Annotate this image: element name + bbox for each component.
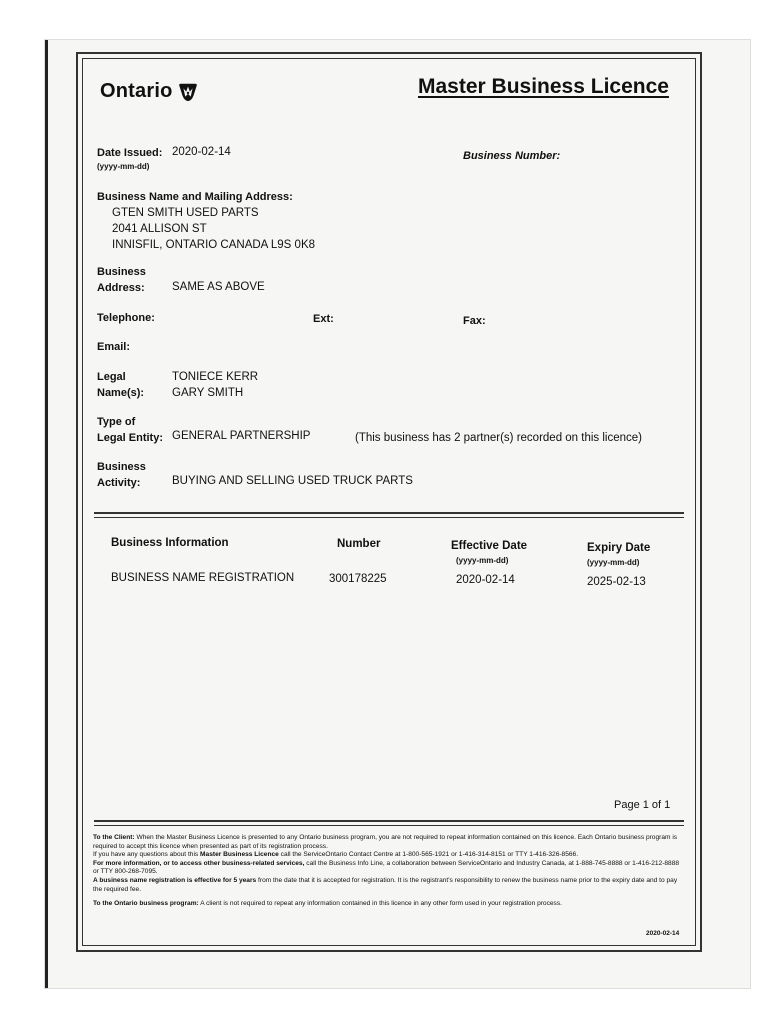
- date-issued-label: Date Issued:: [97, 147, 163, 159]
- legal-names-label: [97, 369, 144, 401]
- questions-text-b: call the ServiceOntario Contact Centre at 1-800-565-1921 or 1-416-314-8151 or TTY 1-416-326-8566.: [278, 851, 579, 859]
- label-line: Legal Entity:: [97, 432, 164, 444]
- program-notice: [93, 900, 683, 909]
- label-line: Business: [97, 461, 146, 473]
- expiry-date-format: (yyyy-mm-dd): [587, 558, 640, 567]
- table-cell-expiry: 2025-02-13: [587, 576, 646, 588]
- legal-names: [172, 369, 258, 401]
- questions-notice: [93, 851, 683, 860]
- date-format-hint: (yyyy-mm-dd): [97, 162, 150, 171]
- label-line: Activity:: [97, 477, 141, 489]
- business-address-label: [97, 264, 146, 296]
- client-lead: To the Client:: [93, 834, 135, 841]
- date-issued-value: 2020-02-14: [172, 146, 231, 158]
- label-line: Legal: [97, 371, 126, 383]
- legal-entity-label: [97, 414, 163, 446]
- effective-date-format: (yyyy-mm-dd): [456, 556, 509, 565]
- fax-label: Fax:: [463, 315, 486, 327]
- footer-date: 2020-02-14: [646, 930, 680, 937]
- info-bold: For more information, or to access other business-related services,: [93, 859, 305, 867]
- email-label: Email:: [97, 341, 131, 353]
- questions-text-a: If you have any questions about this: [93, 851, 201, 859]
- questions-bold: Master Business Licence: [200, 851, 279, 859]
- client-notice: [93, 834, 683, 851]
- mailing-line: GTEN SMITH USED PARTS: [112, 207, 259, 219]
- col-header-number: Number: [337, 538, 381, 550]
- mailing-address: [112, 205, 315, 253]
- mailing-line: INNISFIL, ONTARIO CANADA L9S 0K8: [112, 239, 316, 251]
- col-header-expiry-date: Expiry Date: [587, 542, 651, 554]
- label-line: Address:: [97, 282, 145, 294]
- table-cell-effective: 2020-02-14: [456, 574, 515, 586]
- mailing-address-label: Business Name and Mailing Address:: [97, 191, 293, 203]
- label-line: Type of: [97, 416, 136, 428]
- business-address-value: SAME AS ABOVE: [172, 281, 265, 293]
- section-divider: [94, 517, 684, 518]
- trillium-icon: [177, 81, 199, 103]
- footer-divider: [94, 825, 684, 826]
- brand-wordmark: Ontario: [100, 80, 173, 102]
- telephone-label: Telephone:: [97, 312, 155, 324]
- page-number: Page 1 of 1: [614, 799, 671, 811]
- legal-name: GARY SMITH: [172, 387, 244, 399]
- business-number-label: Business Number:: [463, 150, 561, 162]
- renew-notice: [93, 877, 683, 894]
- table-cell-number: 300178225: [329, 573, 387, 585]
- legal-entity-value: GENERAL PARTNERSHIP: [172, 430, 311, 442]
- business-activity-value: BUYING AND SELLING USED TRUCK PARTS: [172, 475, 413, 487]
- page-title: Master Business Licence: [418, 75, 669, 98]
- label-line: Name(s):: [97, 387, 145, 399]
- col-header-business-information: Business Information: [111, 537, 229, 549]
- info-text: call the Business Info Line, a collaboration between ServiceOntario and Industry Canada, at 1-888-745-8888 or 1-416-212-8888 or TTY 800-268-7095.: [93, 859, 680, 876]
- client-text: When the Master Business Licence is presented to any Ontario business program, you are not required to repeat information contained on this licence. Each Ontario business program is required to accept this licence when presented as part of its registration process.: [93, 834, 678, 850]
- business-activity-label: [97, 459, 146, 491]
- mailing-line: 2041 ALLISON ST: [112, 223, 207, 235]
- ext-label: Ext:: [313, 313, 334, 325]
- section-divider: [94, 512, 684, 514]
- table-cell-info: BUSINESS NAME REGISTRATION: [111, 572, 295, 584]
- program-lead: To the Ontario business program:: [93, 900, 199, 908]
- partners-note: (This business has 2 partner(s) recorded on this licence): [355, 432, 642, 444]
- footer-divider: [94, 820, 684, 822]
- info-notice: [93, 860, 683, 877]
- program-text: A client is not required to repeat any information contained in this licence in any other form used in your registration process.: [200, 900, 562, 908]
- legal-name: TONIECE KERR: [172, 371, 259, 383]
- col-header-effective-date: Effective Date: [451, 540, 528, 552]
- footer-notice: [93, 834, 683, 909]
- renew-text: from the date that it is accepted for registration. It is the registrant's responsibility to renew the business name prior to the expiry date and to pay the required fee.: [93, 876, 678, 893]
- renew-bold: A business name registration is effective for 5 years: [93, 876, 257, 884]
- label-line: Business: [97, 266, 146, 278]
- ontario-logo: [100, 80, 199, 103]
